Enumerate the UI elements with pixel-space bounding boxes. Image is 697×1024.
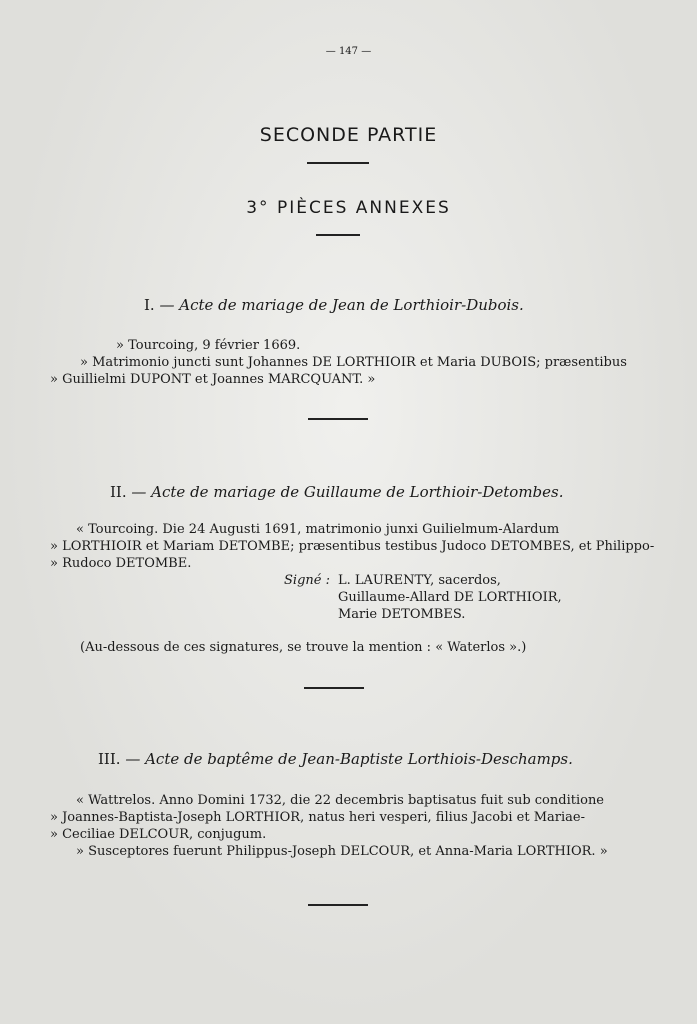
act-1-line-2: » Matrimonio juncti sunt Johannes DE LORTHIOIR et Maria DUBOIS; præsentibus bbox=[80, 355, 627, 370]
signature-2: Guillaume-Allard DE LORTHIOIR, bbox=[338, 590, 562, 605]
divider-rule bbox=[307, 162, 369, 164]
act-1-line-3: » Guillielmi DUPONT et Joannes MARCQUANT. » bbox=[50, 372, 376, 387]
part-title: SECONDE PARTIE bbox=[259, 124, 438, 146]
act-1-heading: I. — Acte de mariage de Jean de Lorthioir-Dubois. bbox=[144, 296, 524, 314]
act-1-line-1: » Tourcoing, 9 février 1669. bbox=[116, 338, 301, 353]
act-2-line-2: » LORTHIOIR et Mariam DETOMBE; præsentibus testibus Judoco DETOMBES, et Philippo- bbox=[50, 539, 655, 554]
act-2-line-3: » Rudoco DETOMBE. bbox=[50, 556, 192, 571]
act-2-note: (Au-dessous de ces signatures, se trouve la mention : « Waterlos ».) bbox=[80, 640, 527, 655]
signed-label: Signé : bbox=[284, 573, 330, 588]
page-number: — 147 — bbox=[325, 46, 372, 57]
act-2-line-1: « Tourcoing. Die 24 Augusti 1691, matrimonio junxi Guilielmum-Alardum bbox=[76, 522, 560, 537]
act-3-line-2: » Joannes-Baptista-Joseph LORTHIOR, natus heri vesperi, filius Jacobi et Mariae- bbox=[50, 810, 585, 825]
act-3-line-3: » Ceciliae DELCOUR, conjugum. bbox=[50, 827, 267, 842]
act-2-heading: II. — Acte de mariage de Guillaume de Lorthioir-Detombes. bbox=[110, 483, 564, 501]
divider-rule bbox=[308, 418, 368, 420]
divider-rule bbox=[316, 234, 360, 236]
act-3-heading: III. — Acte de baptême de Jean-Baptiste Lorthiois-Deschamps. bbox=[98, 750, 573, 768]
divider-rule bbox=[308, 904, 368, 906]
section-title: 3° PIÈCES ANNEXES bbox=[246, 198, 451, 218]
signature-3: Marie DETOMBES. bbox=[338, 607, 466, 622]
act-3-line-1: « Wattrelos. Anno Domini 1732, die 22 decembris baptisatus fuit sub conditione bbox=[76, 793, 605, 808]
signature-1: L. LAURENTY, sacerdos, bbox=[338, 573, 501, 588]
divider-rule bbox=[304, 687, 364, 689]
act-3-line-4: » Susceptores fuerunt Philippus-Joseph DELCOUR, et Anna-Maria LORTHIOR. » bbox=[76, 844, 608, 859]
